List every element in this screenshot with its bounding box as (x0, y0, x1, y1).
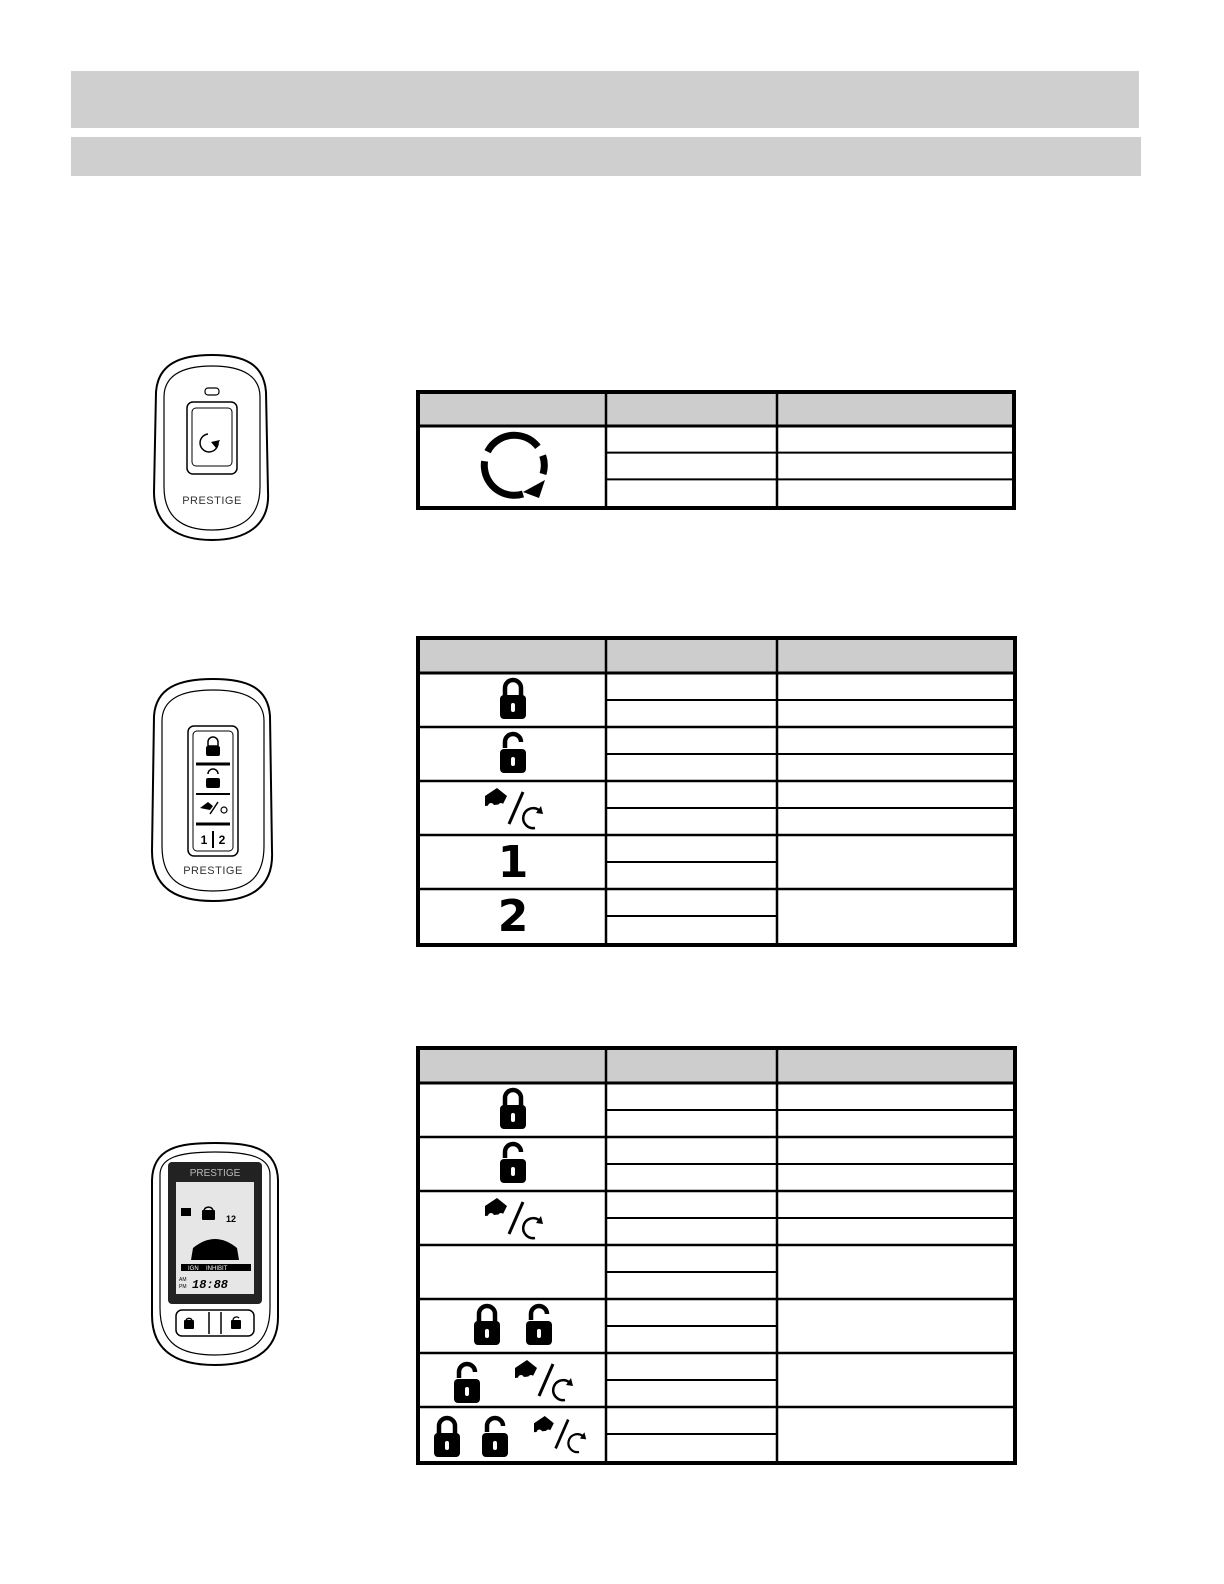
lcd-remote-table (416, 1046, 1017, 1465)
svg-text:PM: PM (179, 1284, 187, 1290)
remote-lcd-illustration (148, 1140, 283, 1370)
five-button-table-grid (420, 640, 1013, 943)
svg-text:2: 2 (497, 891, 529, 942)
remote-start-icon (484, 435, 545, 498)
table-header (420, 640, 1013, 673)
lock-unlock-combo-icon (474, 1306, 552, 1345)
lcd-remote-table-grid (420, 1050, 1013, 1461)
table-header (420, 1050, 1013, 1083)
remote-1-button-illustration (150, 352, 275, 547)
unlock-icon (500, 1144, 526, 1183)
header-bar-primary (71, 71, 1139, 128)
remote-start-table-grid (420, 394, 1012, 506)
button-2-icon (498, 891, 529, 942)
svg-text:18:88: 18:88 (192, 1278, 229, 1292)
button-1-icon (498, 837, 529, 888)
header-bar-secondary (71, 137, 1141, 176)
svg-text:1: 1 (200, 833, 208, 847)
remote-start-table (416, 390, 1016, 510)
svg-text:IGN: IGN (188, 1266, 199, 1272)
lock-icon (500, 680, 526, 719)
trunk-remote-start-icon (485, 1198, 543, 1238)
svg-text:INHIBIT: INHIBIT (206, 1266, 228, 1272)
remote-2-brand: PRESTIGE (183, 865, 243, 877)
remote-3-brand: PRESTIGE (189, 1168, 241, 1179)
svg-text:AM: AM (179, 1277, 187, 1283)
unlock-trunk-combo-icon (454, 1360, 573, 1403)
lock-unlock-trunk-combo-icon (434, 1416, 586, 1457)
svg-text:12: 12 (226, 1214, 237, 1224)
remote-1-brand: PRESTIGE (182, 495, 242, 507)
unlock-icon (500, 734, 526, 773)
svg-text:2: 2 (218, 833, 226, 847)
svg-text:1: 1 (497, 837, 529, 888)
five-button-table (416, 636, 1017, 947)
table-header (420, 394, 1012, 426)
trunk-remote-start-icon (485, 788, 543, 828)
remote-5-button-illustration (148, 676, 278, 906)
lock-icon (500, 1090, 526, 1129)
